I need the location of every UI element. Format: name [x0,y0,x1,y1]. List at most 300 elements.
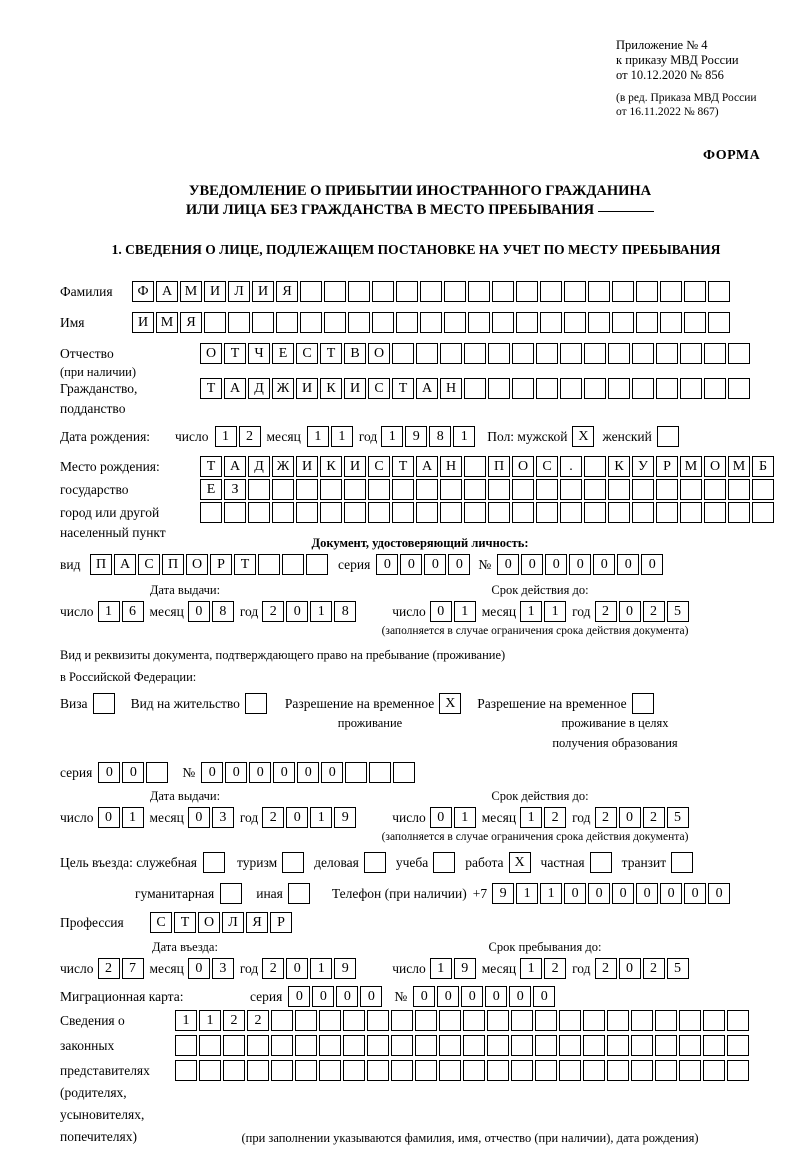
char-box[interactable] [392,502,414,523]
char-box[interactable] [248,502,270,523]
char-box[interactable]: 0 [424,554,446,575]
char-box[interactable] [679,1010,701,1031]
char-box[interactable] [343,1035,365,1056]
char-box[interactable]: 0 [312,986,334,1007]
char-box[interactable]: 0 [188,958,210,979]
char-box[interactable] [396,281,418,302]
char-box[interactable] [367,1035,389,1056]
char-box[interactable]: 1 [381,426,403,447]
char-box[interactable] [703,1035,725,1056]
char-box[interactable] [464,479,486,500]
char-box[interactable]: 5 [667,807,689,828]
char-box[interactable]: 0 [273,762,295,783]
char-box[interactable]: 2 [643,958,665,979]
char-box[interactable]: 1 [310,958,332,979]
char-box[interactable]: 1 [310,807,332,828]
char-box[interactable] [660,281,682,302]
char-box[interactable]: К [320,456,342,477]
char-box[interactable] [271,1010,293,1031]
char-box[interactable] [463,1010,485,1031]
purpose-transit-box[interactable] [671,852,695,873]
char-box[interactable] [631,1035,653,1056]
char-box[interactable] [708,312,730,333]
char-box[interactable]: 0 [430,807,452,828]
char-box[interactable]: Н [440,456,462,477]
char-box[interactable] [511,1010,533,1031]
char-box[interactable] [560,343,582,364]
char-box[interactable] [608,378,630,399]
char-box[interactable] [727,1035,749,1056]
char-box[interactable]: Е [272,343,294,364]
char-box[interactable] [679,1060,701,1081]
char-box[interactable]: А [416,378,438,399]
char-box[interactable]: 0 [413,986,435,1007]
char-box[interactable] [320,479,342,500]
char-box[interactable] [439,1010,461,1031]
char-box[interactable]: 9 [334,958,356,979]
char-box[interactable] [306,554,328,575]
char-box[interactable] [319,1060,341,1081]
char-box[interactable] [680,378,702,399]
char-box[interactable] [296,479,318,500]
char-box[interactable] [583,1010,605,1031]
char-box[interactable] [559,1035,581,1056]
char-box[interactable] [536,378,558,399]
char-box[interactable] [607,1035,629,1056]
char-box[interactable] [463,1060,485,1081]
char-box[interactable]: Ф [132,281,154,302]
char-box[interactable]: 0 [619,958,641,979]
purpose-other-box[interactable] [288,883,312,904]
char-box[interactable]: 2 [262,601,284,622]
char-box[interactable] [727,1010,749,1031]
char-box[interactable]: 0 [497,554,519,575]
char-box[interactable] [296,502,318,523]
char-box[interactable] [607,1010,629,1031]
char-box[interactable] [704,479,726,500]
char-box[interactable] [247,1060,269,1081]
char-box[interactable] [282,554,304,575]
checkbox-box[interactable]: X [439,693,461,714]
checkbox-box[interactable] [364,852,386,873]
char-box[interactable] [223,1060,245,1081]
char-box[interactable]: 5 [667,958,689,979]
char-box[interactable] [612,281,634,302]
migration-series-boxes[interactable] [288,986,384,1007]
char-box[interactable] [223,1035,245,1056]
char-box[interactable]: Я [276,281,298,302]
char-box[interactable]: Т [224,343,246,364]
char-box[interactable] [636,281,658,302]
char-box[interactable]: 0 [286,807,308,828]
char-box[interactable]: 2 [544,958,566,979]
char-box[interactable] [511,1035,533,1056]
char-box[interactable] [175,1060,197,1081]
char-box[interactable] [632,502,654,523]
edu-residence-box[interactable] [632,693,656,714]
doc-valid-month-boxes[interactable] [520,601,568,622]
char-box[interactable]: А [114,554,136,575]
char-box[interactable] [728,502,750,523]
birth-city-row2-boxes[interactable] [200,502,776,523]
char-box[interactable] [656,502,678,523]
char-box[interactable] [564,312,586,333]
char-box[interactable] [468,281,490,302]
char-box[interactable] [345,762,367,783]
purpose-private-box[interactable] [590,852,614,873]
char-box[interactable]: 9 [492,883,514,904]
char-box[interactable]: О [198,912,220,933]
char-box[interactable] [440,479,462,500]
char-box[interactable]: 0 [569,554,591,575]
char-box[interactable]: 3 [212,958,234,979]
char-box[interactable]: 0 [297,762,319,783]
char-box[interactable] [588,281,610,302]
char-box[interactable] [324,281,346,302]
char-box[interactable]: 0 [448,554,470,575]
char-box[interactable]: Л [228,281,250,302]
char-box[interactable] [608,479,630,500]
char-box[interactable] [511,1060,533,1081]
char-box[interactable]: 1 [430,958,452,979]
char-box[interactable]: 0 [619,807,641,828]
checkbox-box[interactable]: X [572,426,594,447]
doc-issue-day-boxes[interactable] [98,601,146,622]
char-box[interactable]: 0 [593,554,615,575]
char-box[interactable] [516,312,538,333]
char-box[interactable]: И [252,281,274,302]
char-box[interactable] [348,312,370,333]
char-box[interactable]: 9 [405,426,427,447]
char-box[interactable] [295,1035,317,1056]
char-box[interactable]: М [156,312,178,333]
char-box[interactable] [372,281,394,302]
checkbox-box[interactable] [632,693,654,714]
char-box[interactable] [175,1035,197,1056]
char-box[interactable]: П [488,456,510,477]
char-box[interactable] [536,502,558,523]
char-box[interactable]: 0 [437,986,459,1007]
char-box[interactable]: И [296,378,318,399]
char-box[interactable]: 1 [453,426,475,447]
checkbox-box[interactable] [203,852,225,873]
char-box[interactable] [727,1060,749,1081]
temp-residence-box[interactable] [439,693,463,714]
char-box[interactable] [536,479,558,500]
char-box[interactable]: О [512,456,534,477]
char-box[interactable]: А [224,456,246,477]
char-box[interactable] [560,502,582,523]
char-box[interactable] [536,343,558,364]
checkbox-box[interactable] [93,693,115,714]
char-box[interactable] [584,502,606,523]
char-box[interactable] [343,1010,365,1031]
char-box[interactable]: 1 [331,426,353,447]
char-box[interactable] [679,1035,701,1056]
char-box[interactable] [391,1060,413,1081]
char-box[interactable] [584,343,606,364]
char-box[interactable]: 2 [262,807,284,828]
char-box[interactable]: 1 [520,958,542,979]
char-box[interactable] [708,281,730,302]
char-box[interactable]: 1 [454,807,476,828]
doc-valid-year-boxes[interactable] [595,601,691,622]
char-box[interactable]: К [608,456,630,477]
char-box[interactable] [369,762,391,783]
phone-boxes[interactable] [492,883,732,904]
char-box[interactable] [348,281,370,302]
char-box[interactable]: 1 [540,883,562,904]
char-box[interactable] [584,456,606,477]
char-box[interactable]: 0 [336,986,358,1007]
char-box[interactable] [204,312,226,333]
char-box[interactable]: 0 [612,883,634,904]
char-box[interactable] [632,378,654,399]
char-box[interactable] [632,479,654,500]
char-box[interactable]: Р [210,554,232,575]
char-box[interactable]: 1 [544,601,566,622]
char-box[interactable]: У [632,456,654,477]
char-box[interactable] [607,1060,629,1081]
patronymic-boxes[interactable] [200,343,752,364]
char-box[interactable] [146,762,168,783]
purpose-study-box[interactable] [433,852,457,873]
char-box[interactable]: 0 [521,554,543,575]
char-box[interactable] [464,343,486,364]
char-box[interactable] [396,312,418,333]
char-box[interactable] [367,1010,389,1031]
stay-issue-day-boxes[interactable] [98,807,146,828]
char-box[interactable] [512,479,534,500]
char-box[interactable]: 0 [376,554,398,575]
char-box[interactable]: С [368,378,390,399]
char-box[interactable] [368,479,390,500]
char-box[interactable] [559,1010,581,1031]
char-box[interactable] [295,1060,317,1081]
char-box[interactable]: 2 [595,958,617,979]
char-box[interactable] [488,479,510,500]
char-box[interactable] [300,312,322,333]
char-box[interactable] [344,479,366,500]
char-box[interactable] [704,502,726,523]
legal-row3-boxes[interactable] [175,1060,751,1081]
char-box[interactable] [272,502,294,523]
char-box[interactable]: 0 [188,601,210,622]
char-box[interactable]: 0 [98,762,120,783]
char-box[interactable] [420,312,442,333]
char-box[interactable]: 2 [262,958,284,979]
char-box[interactable]: С [138,554,160,575]
char-box[interactable] [415,1035,437,1056]
checkbox-box[interactable] [245,693,267,714]
char-box[interactable] [487,1010,509,1031]
char-box[interactable] [343,1060,365,1081]
citizenship-boxes[interactable] [200,378,752,399]
char-box[interactable]: Я [246,912,268,933]
char-box[interactable] [680,343,702,364]
purpose-business-box[interactable] [364,852,388,873]
char-box[interactable] [492,281,514,302]
char-box[interactable] [258,554,280,575]
char-box[interactable] [416,343,438,364]
visa-box[interactable] [93,693,117,714]
stay-valid-year-boxes[interactable] [595,807,691,828]
char-box[interactable] [300,281,322,302]
char-box[interactable] [752,502,774,523]
char-box[interactable]: 8 [429,426,451,447]
char-box[interactable] [372,312,394,333]
char-box[interactable]: И [344,378,366,399]
char-box[interactable] [415,1060,437,1081]
char-box[interactable]: 0 [617,554,639,575]
birth-year-boxes[interactable] [381,426,477,447]
char-box[interactable] [608,343,630,364]
sex-female-box[interactable] [657,426,681,447]
doc-number-boxes[interactable] [497,554,665,575]
char-box[interactable] [559,1060,581,1081]
stay-series-boxes[interactable] [98,762,170,783]
char-box[interactable] [608,502,630,523]
char-box[interactable]: И [132,312,154,333]
char-box[interactable]: С [150,912,172,933]
purpose-official-box[interactable] [203,852,227,873]
char-box[interactable] [367,1060,389,1081]
char-box[interactable] [636,312,658,333]
char-box[interactable] [464,502,486,523]
char-box[interactable] [344,502,366,523]
char-box[interactable]: 3 [212,807,234,828]
char-box[interactable]: Т [320,343,342,364]
char-box[interactable]: О [368,343,390,364]
char-box[interactable]: 2 [595,807,617,828]
char-box[interactable] [252,312,274,333]
checkbox-box[interactable] [671,852,693,873]
residence-box[interactable] [245,693,269,714]
char-box[interactable]: Ж [272,378,294,399]
stay-issue-year-boxes[interactable] [262,807,358,828]
char-box[interactable]: 2 [223,1010,245,1031]
char-box[interactable]: 0 [461,986,483,1007]
char-box[interactable]: Т [234,554,256,575]
char-box[interactable] [416,502,438,523]
char-box[interactable]: 8 [334,601,356,622]
char-box[interactable]: 2 [239,426,261,447]
char-box[interactable]: О [704,456,726,477]
stay-to-year-boxes[interactable] [595,958,691,979]
char-box[interactable]: 2 [643,601,665,622]
char-box[interactable]: 0 [321,762,343,783]
char-box[interactable]: . [560,456,582,477]
purpose-work-box[interactable] [509,852,533,873]
char-box[interactable] [535,1010,557,1031]
char-box[interactable]: 8 [212,601,234,622]
char-box[interactable]: Л [222,912,244,933]
char-box[interactable]: 0 [430,601,452,622]
legal-row1-boxes[interactable] [175,1010,751,1031]
char-box[interactable] [391,1010,413,1031]
birth-day-boxes[interactable] [215,426,263,447]
char-box[interactable] [512,343,534,364]
char-box[interactable]: А [416,456,438,477]
char-box[interactable] [704,343,726,364]
birth-state-boxes[interactable] [200,456,776,477]
stay-to-day-boxes[interactable] [430,958,478,979]
char-box[interactable] [295,1010,317,1031]
char-box[interactable] [656,378,678,399]
char-box[interactable] [535,1035,557,1056]
char-box[interactable]: 0 [485,986,507,1007]
char-box[interactable] [660,312,682,333]
char-box[interactable]: Т [392,378,414,399]
entry-day-boxes[interactable] [98,958,146,979]
char-box[interactable] [728,479,750,500]
char-box[interactable]: З [224,479,246,500]
char-box[interactable]: 0 [684,883,706,904]
char-box[interactable] [612,312,634,333]
char-box[interactable] [420,281,442,302]
char-box[interactable] [488,343,510,364]
char-box[interactable]: 0 [636,883,658,904]
char-box[interactable]: 0 [249,762,271,783]
doc-kind-boxes[interactable] [90,554,330,575]
char-box[interactable] [728,343,750,364]
char-box[interactable]: 7 [122,958,144,979]
char-box[interactable]: 9 [334,807,356,828]
char-box[interactable]: 2 [595,601,617,622]
char-box[interactable]: Р [270,912,292,933]
char-box[interactable] [416,479,438,500]
char-box[interactable] [319,1035,341,1056]
char-box[interactable] [703,1010,725,1031]
char-box[interactable]: С [368,456,390,477]
char-box[interactable] [392,343,414,364]
char-box[interactable]: Я [180,312,202,333]
char-box[interactable] [584,479,606,500]
char-box[interactable] [540,281,562,302]
char-box[interactable] [199,1035,221,1056]
char-box[interactable] [415,1010,437,1031]
purpose-tourism-box[interactable] [282,852,306,873]
char-box[interactable]: 5 [667,601,689,622]
char-box[interactable]: 0 [286,958,308,979]
char-box[interactable]: 0 [400,554,422,575]
char-box[interactable]: Б [752,456,774,477]
char-box[interactable]: 0 [288,986,310,1007]
char-box[interactable] [439,1060,461,1081]
name-boxes[interactable] [132,312,732,333]
char-box[interactable]: 1 [307,426,329,447]
char-box[interactable]: 0 [708,883,730,904]
char-box[interactable]: О [186,554,208,575]
entry-month-boxes[interactable] [188,958,236,979]
char-box[interactable]: Ч [248,343,270,364]
char-box[interactable] [655,1010,677,1031]
char-box[interactable] [583,1035,605,1056]
char-box[interactable] [516,281,538,302]
char-box[interactable] [704,378,726,399]
char-box[interactable]: С [536,456,558,477]
char-box[interactable]: М [680,456,702,477]
char-box[interactable] [440,343,462,364]
char-box[interactable] [200,502,222,523]
char-box[interactable] [631,1060,653,1081]
char-box[interactable] [656,343,678,364]
char-box[interactable]: Д [248,378,270,399]
char-box[interactable] [564,281,586,302]
char-box[interactable]: 0 [619,601,641,622]
char-box[interactable]: 1 [122,807,144,828]
char-box[interactable]: Т [392,456,414,477]
